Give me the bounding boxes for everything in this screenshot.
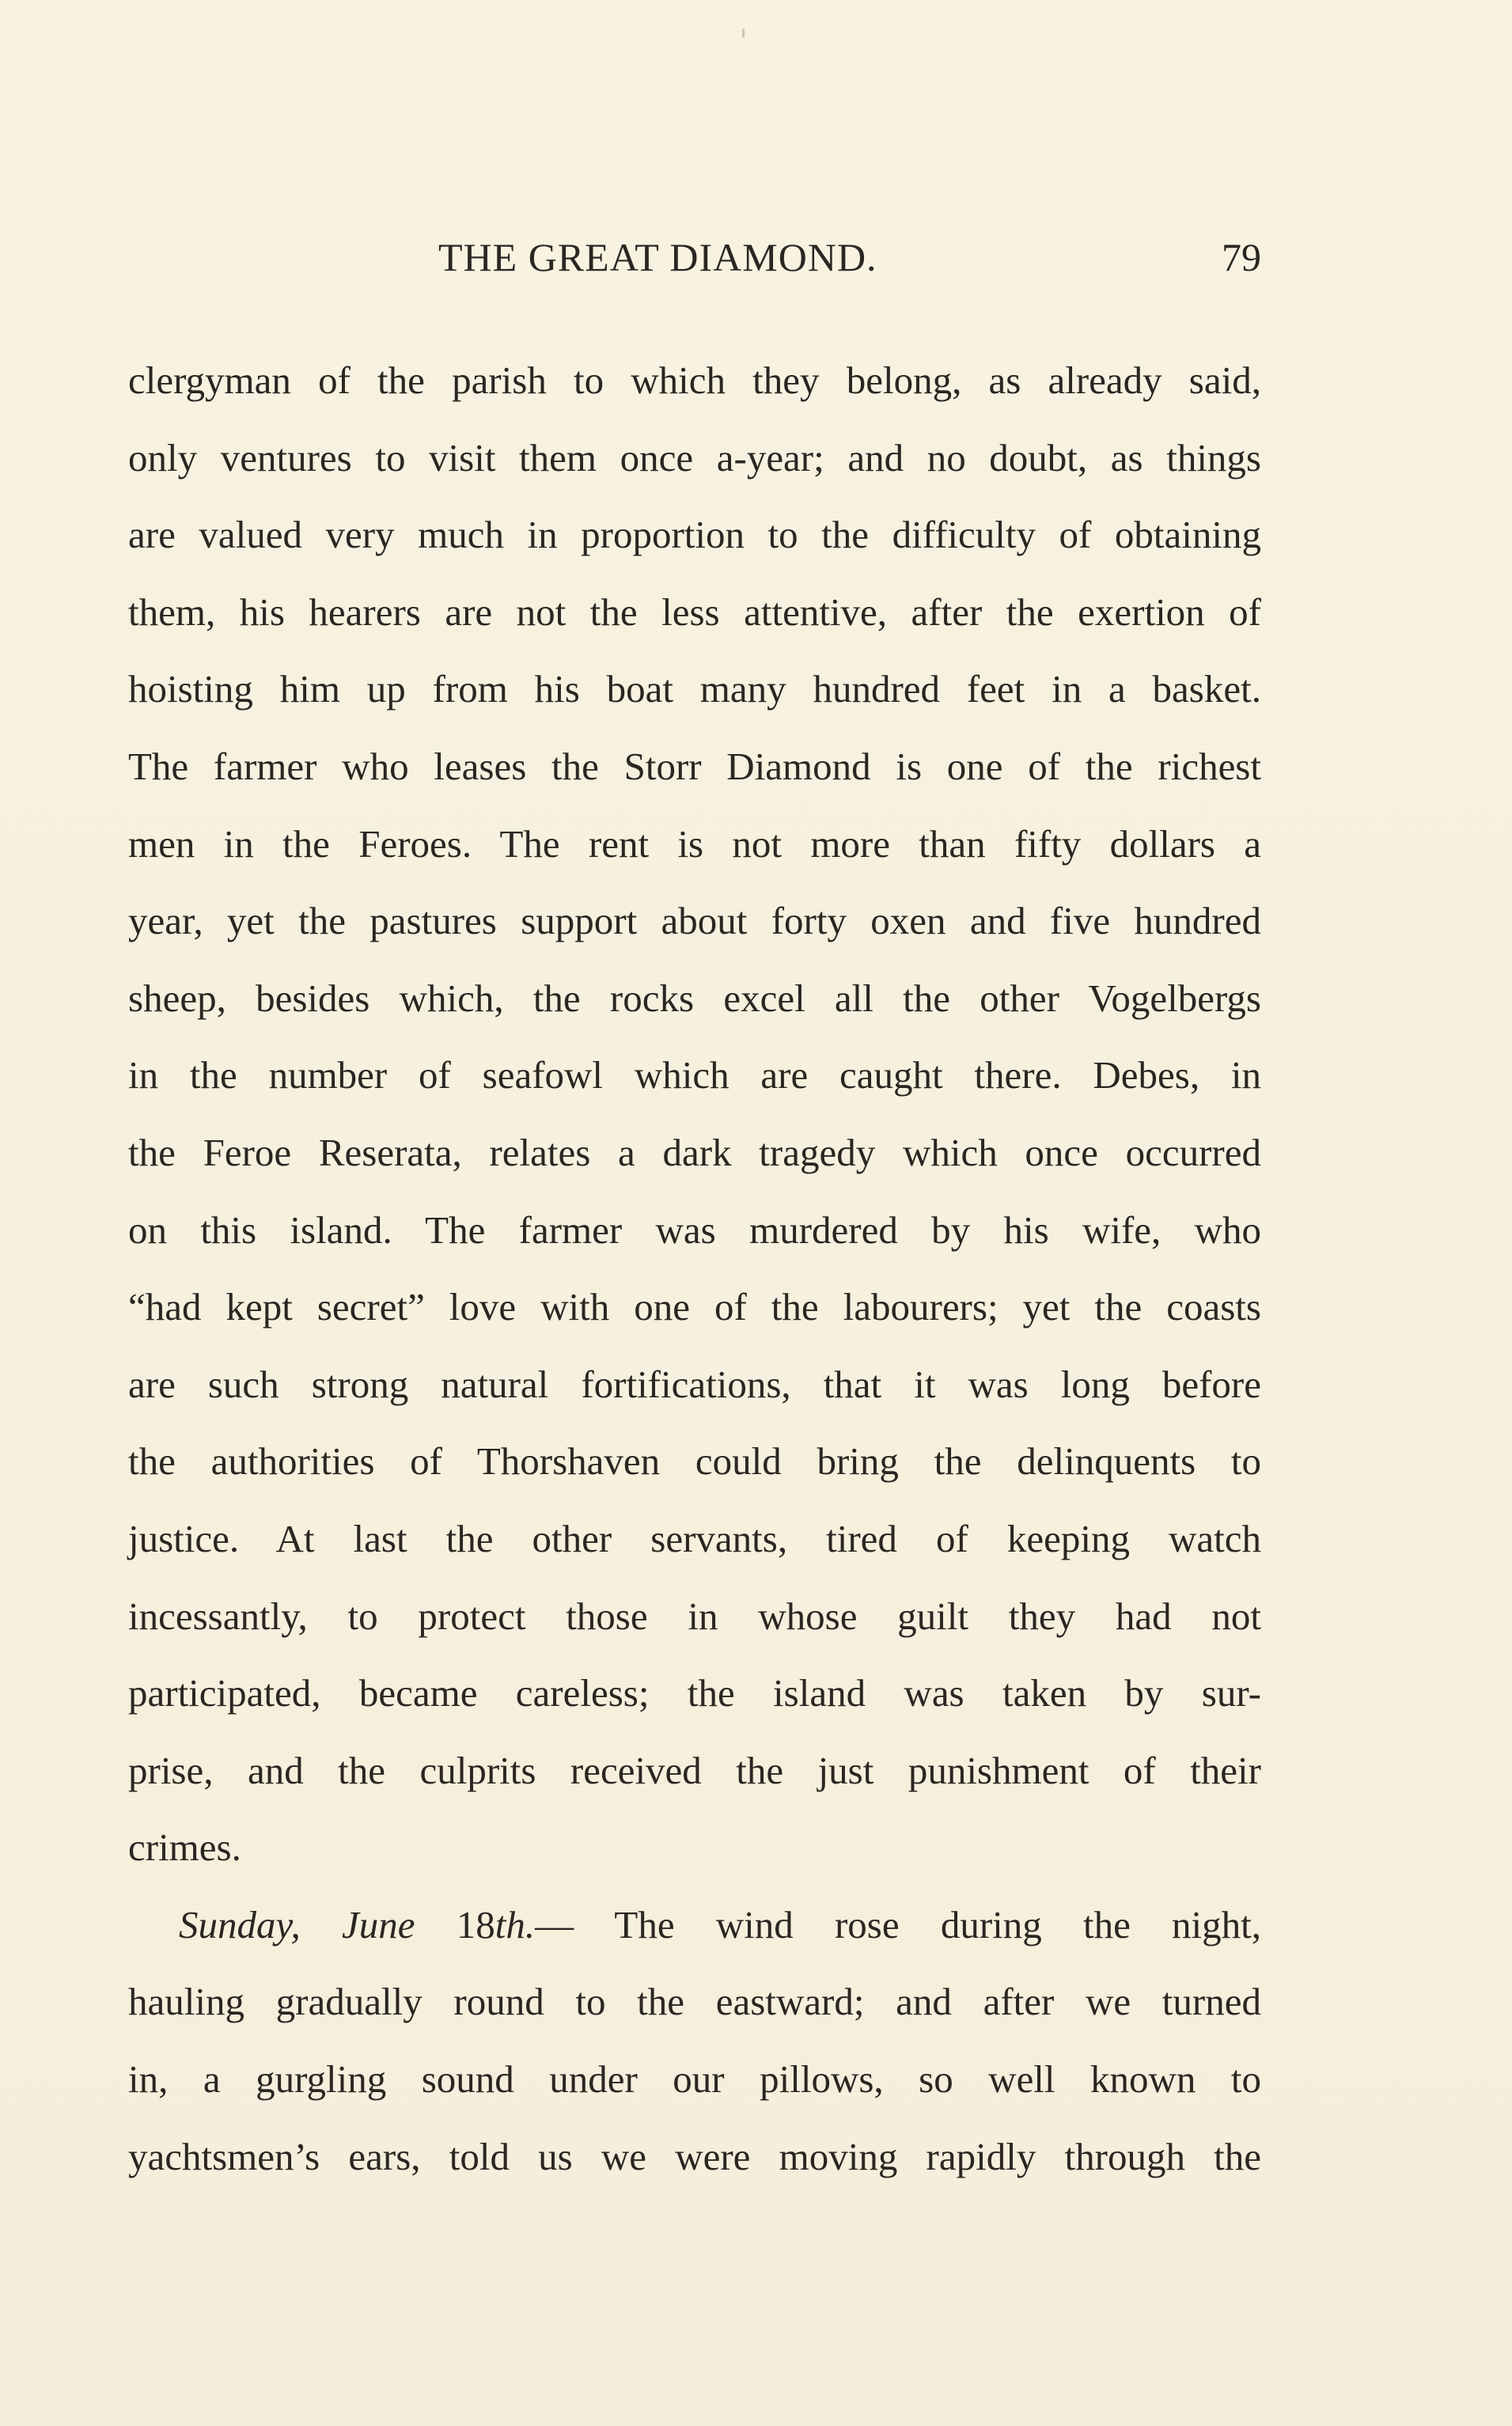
paper-speck: [742, 28, 745, 38]
text-line: clergyman of the parish to which they belong, as already said,: [128, 358, 1261, 402]
text-line: The farmer who leases the Storr Diamond is one of the richest: [128, 744, 1261, 788]
text-line: yachtsmen’s ears, told us we were moving rapidly through the: [128, 2134, 1261, 2178]
text-line: incessantly, to protect those in whose guilt they had not: [128, 1594, 1261, 1638]
text-line: in the number of seafowl which are caught there. Debes, in: [128, 1053, 1261, 1097]
text-line: are valued very much in proportion to the difficulty of obtaining: [128, 513, 1261, 557]
text-line: them, his hearers are not the less attentive, after the exertion of: [128, 589, 1261, 634]
running-title: THE GREAT DIAMOND.: [438, 235, 877, 279]
text-line: prise, and the culprits received the just punishment of their: [128, 1748, 1261, 1792]
text-line: the authorities of Thorshaven could bring the delinquents to: [128, 1439, 1261, 1484]
text-line: the Feroe Reserata, relates a dark tragedy which once occurred: [128, 1130, 1261, 1174]
text-line: in, a gurgling sound under our pillows, so well known to: [128, 2057, 1261, 2102]
text-line: men in the Feroes. The rent is not more than fifty dollars a: [128, 821, 1261, 866]
dated-entry-first-line: [128, 1886, 1261, 1964]
entry-day: Sunday,: [179, 1902, 301, 1946]
text-line: on this island. The farmer was murdered by his wife, who: [128, 1207, 1261, 1252]
page-number: 79: [1222, 235, 1261, 279]
text-line: sheep, besides which, the rocks excel all the other Vogelbergs: [128, 976, 1261, 1020]
text-line-last: crimes.: [128, 1825, 241, 1870]
entry-date-suffix: th.: [495, 1902, 536, 1946]
text-line: hoisting him up from his boat many hundred feet in a basket.: [128, 667, 1261, 711]
body-text: [128, 342, 1261, 2195]
text-line: are such strong natural fortifications, that it was long before: [128, 1362, 1261, 1406]
text-line: only ventures to visit them once a-year; and no doubt, as things: [128, 435, 1261, 480]
entry-date-number: 18: [456, 1902, 495, 1946]
running-head: [128, 229, 1261, 285]
text-line: hauling gradually round to the eastward; and after we turned: [128, 1980, 1261, 2024]
text-line: “had kept secret” love with one of the labourers; yet the coasts: [128, 1285, 1261, 1329]
entry-month: June: [342, 1902, 415, 1946]
text-line: participated, became careless; the island was taken by sur-: [128, 1671, 1261, 1715]
text-line: justice. At last the other servants, tired of keeping watch: [128, 1516, 1261, 1560]
text-line: year, yet the pastures support about forty oxen and five hundred: [128, 899, 1261, 943]
entry-first-line-text: — The wind rose during the night,: [535, 1902, 1261, 1946]
